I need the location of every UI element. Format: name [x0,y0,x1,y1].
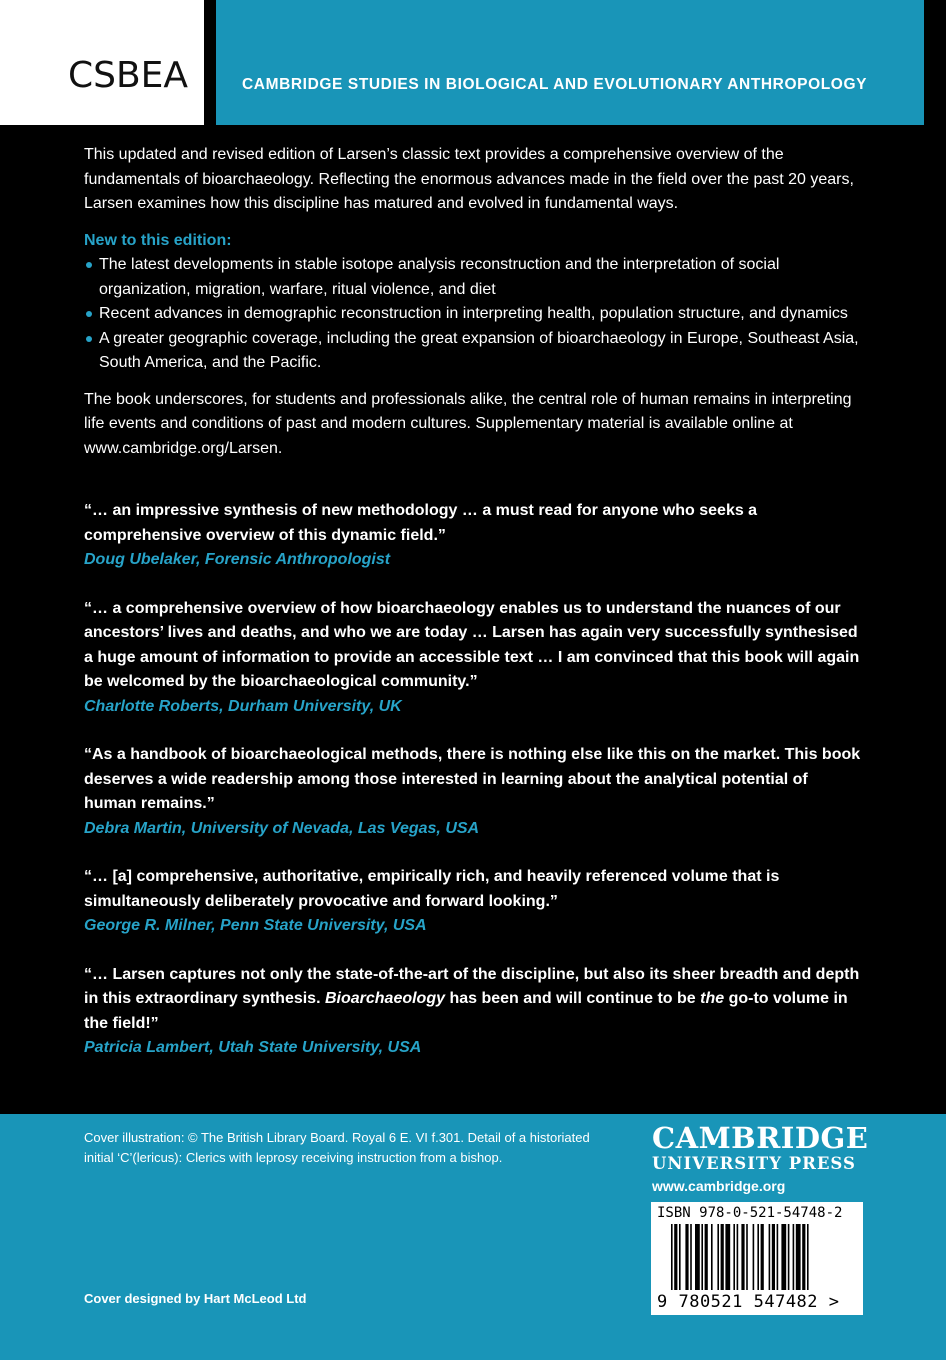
new-edition-heading: New to this edition: [84,231,232,249]
footer-band [0,1114,946,1360]
csbea-logo: CSBEA [68,55,189,96]
review-quote [84,597,864,720]
cover-illustration-credit: Cover illustration: © The British Library Board. Royal 6 E. VI f.301. Detail of a historiated initial ‘C’(lericus): Clerics with leprosy receiving instruction from a bishop. [84,1130,590,1165]
list-item: A greater geographic coverage, including the great expansion of bioarchaeology in Europe, Southeast Asia, South America, and the Pacific. [84,327,864,376]
review-quote [84,499,864,573]
review-quotes [84,499,864,1061]
isbn-barcode-block [651,1202,863,1315]
the-emphasis: the [700,990,725,1007]
publisher-subname: UNIVERSITY PRESS [652,1154,856,1173]
quote-text: “… a comprehensive overview of how bioarchaeology enables us to understand the nuances of our ancestors’ lives and deaths, and who we are today … Larsen has again very successfully synthesised a huge amount of information to provide an accessible text … I am convinced that this book will again be welcomed by the bioarchaeological community.” [84,599,860,690]
publisher-name: CAMBRIDGE [652,1121,869,1155]
cambridge-university-press-logo [652,1122,868,1194]
isbn-label: ISBN 978-0-521-54748-2 [657,1205,843,1221]
barcode-digits: 9 780521 547482 > [657,1292,840,1312]
quote-text: “As a handbook of bioarchaeological methods, there is nothing else like this on the market. This book deserves a wide readership among those interested in learning about the analytical potential of human remains.” [84,746,861,812]
quote-text [84,963,864,1037]
list-item: Recent advances in demographic reconstruction in interpreting health, population structure, and dynamics [84,302,864,327]
quote-attribution: Debra Martin, University of Nevada, Las Vegas, USA [84,819,480,837]
series-header-band [216,0,924,125]
review-quote [84,963,864,1061]
intro-paragraph: This updated and revised edition of Larsen’s classic text provides a comprehensive overview of the fundamentals of bioarchaeology. Reflecting the enormous advances made in the field over the past 20 years, Larsen examines how this discipline has matured and evolved in fundamental ways. [84,146,854,212]
quote-text-part: “… Larsen captures not only the state-of-the-art of the discipline, but also its sheer breadth and depth in this extraordinary synthesis. [84,965,860,1007]
closing-paragraph: The book underscores, for students and professionals alike, the central role of human remains in interpreting life events and conditions of past and modern cultures. Supplementary material is available online at www.cambridge.org/Larsen. [84,390,852,457]
quote-attribution: Patricia Lambert, Utah State University, USA [84,1039,422,1056]
series-title: CAMBRIDGE STUDIES IN BIOLOGICAL AND EVOLUTIONARY ANTHROPOLOGY [242,76,868,93]
quote-text-part: go-to volume in the field!” [84,990,848,1032]
series-logo-panel [0,0,204,125]
list-item: The latest developments in stable isotope analysis reconstruction and the interpretation of social organization, migration, warfare, ritual violence, and diet [84,253,864,302]
quote-attribution: Charlotte Roberts, Durham University, UK [84,697,402,715]
review-quote [84,743,864,841]
quote-attribution: Doug Ubelaker, Forensic Anthropologist [84,551,391,568]
publisher-url: www.cambridge.org [652,1178,786,1194]
barcode-icon [651,1224,863,1292]
quote-attribution: George R. Milner, Penn State University, USA [84,917,427,934]
quote-text: “… an impressive synthesis of new methodology … a must read for anyone who seeks a comprehensive overview of this dynamic field.” [84,502,758,544]
book-title-emphasis: Bioarchaeology [324,990,445,1007]
new-edition-list [84,253,864,376]
quote-text-part: has been and will continue to be [445,990,701,1007]
blurb [84,143,864,1085]
quote-text: “… [a] comprehensive, authoritative, empirically rich, and heavily referenced volume that is simultaneously deliberately provocative and forward looking.” [84,868,780,910]
cover-designer-credit: Cover designed by Hart McLeod Ltd [84,1291,307,1306]
review-quote [84,865,864,939]
